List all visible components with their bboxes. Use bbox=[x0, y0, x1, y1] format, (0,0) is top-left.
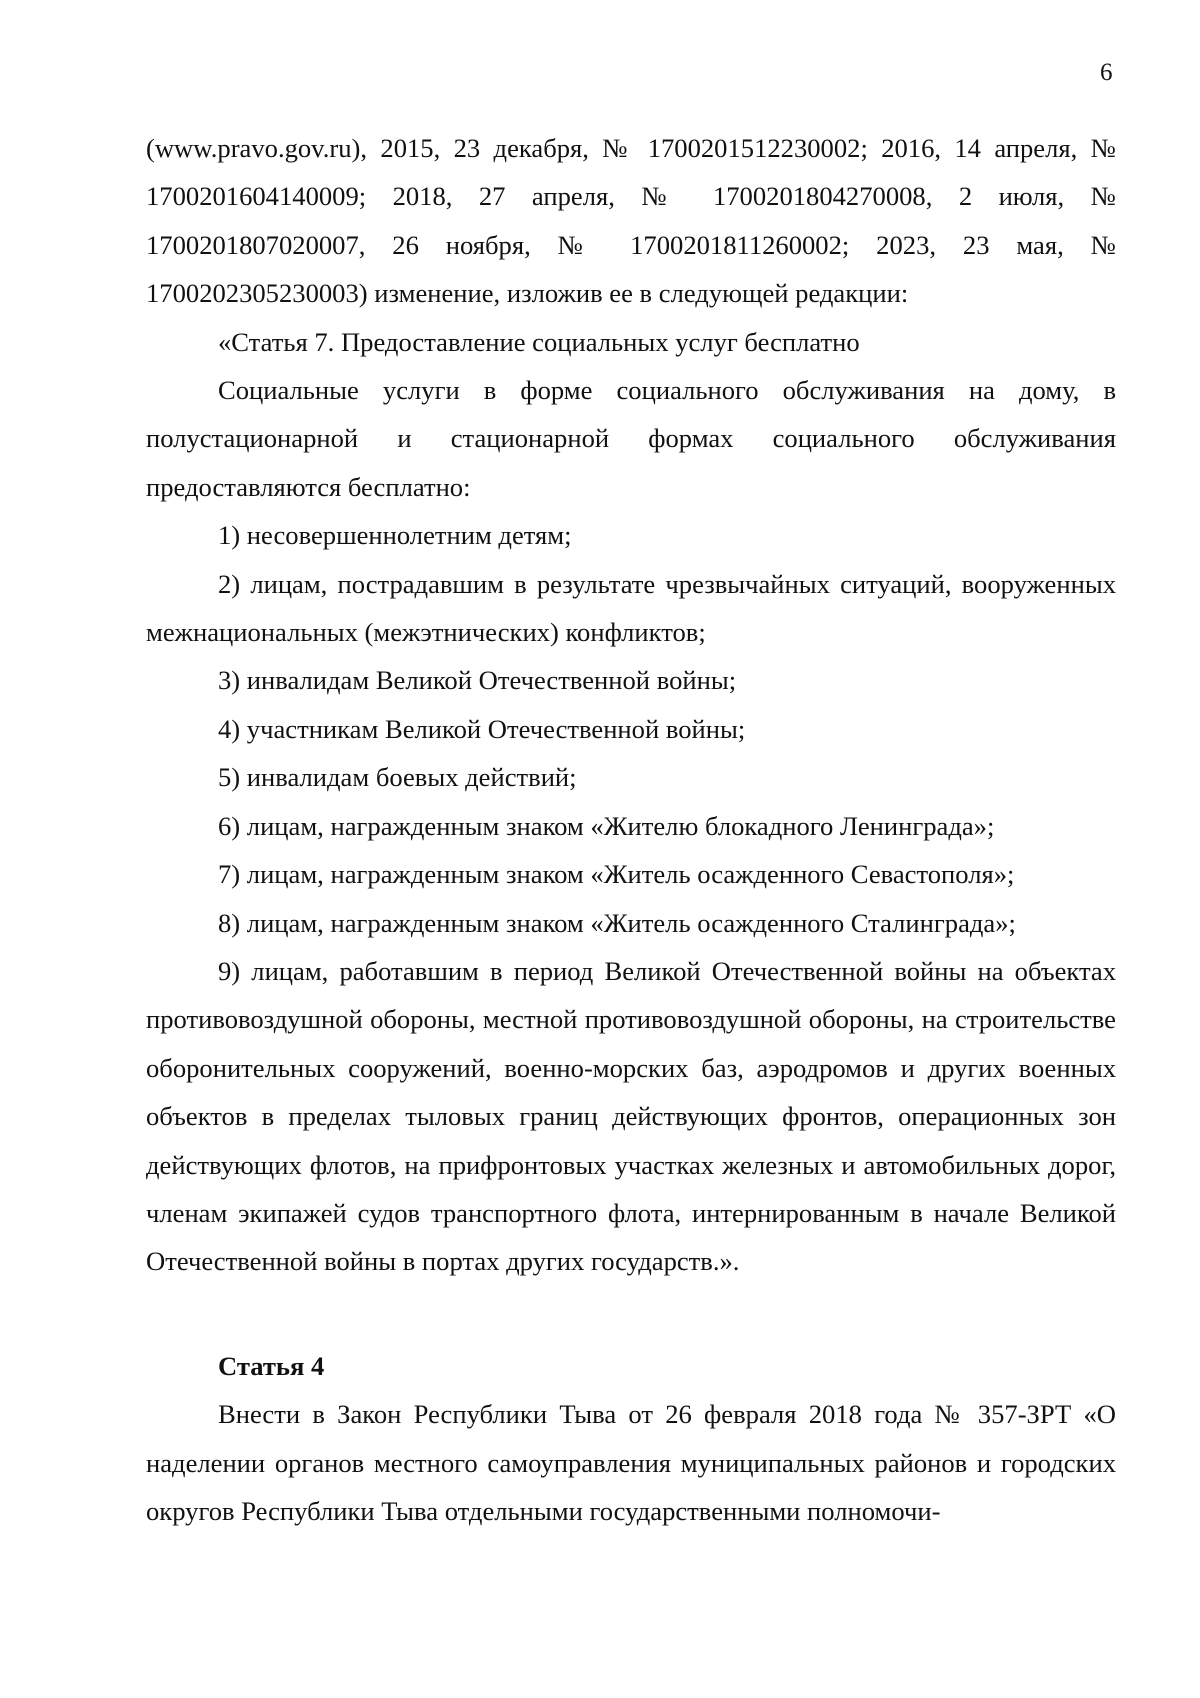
list-item-4: 4) участникам Великой Отечественной войны; bbox=[218, 713, 746, 744]
paragraph-article-4-body: Внести в Закон Республики Тыва от 26 февраля 2018 года № 357-ЗРТ «О наделении органов местного самоуправления муниципальных районов и городских округов Республики Тыва отдельными государственными полномочи- bbox=[146, 1399, 1116, 1526]
paragraph-services-free: Социальные услуги в форме социального обслуживания на дому, в полустационарной и стационарной формах социального обслуживания предоставляются бесплатно: bbox=[146, 375, 1116, 502]
list-item-1: 1) несовершеннолетним детям; bbox=[218, 520, 572, 551]
document-body bbox=[146, 124, 1116, 1535]
page-number: 6 bbox=[1100, 59, 1113, 86]
list-item-2: 2) лицам, пострадавшим в результате чрезвычайных ситуаций, вооруженных межнациональных (межэтнических) конфликтов; bbox=[146, 568, 1116, 648]
paragraph-article-7-title: «Статья 7. Предоставление социальных услуг бесплатно bbox=[218, 326, 860, 357]
article-4-heading: Статья 4 bbox=[218, 1350, 325, 1381]
section-spacer bbox=[146, 1286, 1116, 1342]
paragraph-source-citation: (www.pravo.gov.ru), 2015, 23 декабря, № 1700201512230002; 2016, 14 апреля, № 1700201604140009; 2018, 27 апреля, № 1700201804270008, 2 июля, № 1700201807020007, 26 ноября, № 1700201811260002; 2023, 23 мая, № 1700202305230003) изменение, изложив ее в следующей редакции: bbox=[146, 133, 1116, 309]
list-item-7: 7) лицам, награжденным знаком «Житель осажденного Севастополя»; bbox=[218, 859, 1015, 890]
list-item-5: 5) инвалидам боевых действий; bbox=[218, 762, 577, 793]
list-item-6: 6) лицам, награжденным знаком «Жителю блокадного Ленинграда»; bbox=[218, 810, 995, 841]
list-item-8: 8) лицам, награжденным знаком «Житель осажденного Сталинграда»; bbox=[218, 907, 1016, 938]
list-item-9: 9) лицам, работавшим в период Великой Отечественной войны на объектах противовоздушной обороны, местной противовоздушной обороны, на строительстве оборонительных сооружений, военно-морских баз, аэродромов и других военных объектов в пределах тыловых границ действующих фронтов, операционных зон действующих флотов, на прифронтовых участках железных и автомобильных дорог, членам экипажей судов транспортного флота, интернированным в начале Великой Отечественной войны в портах других государств.». bbox=[146, 955, 1116, 1277]
list-item-3: 3) инвалидам Великой Отечественной войны; bbox=[218, 665, 737, 696]
